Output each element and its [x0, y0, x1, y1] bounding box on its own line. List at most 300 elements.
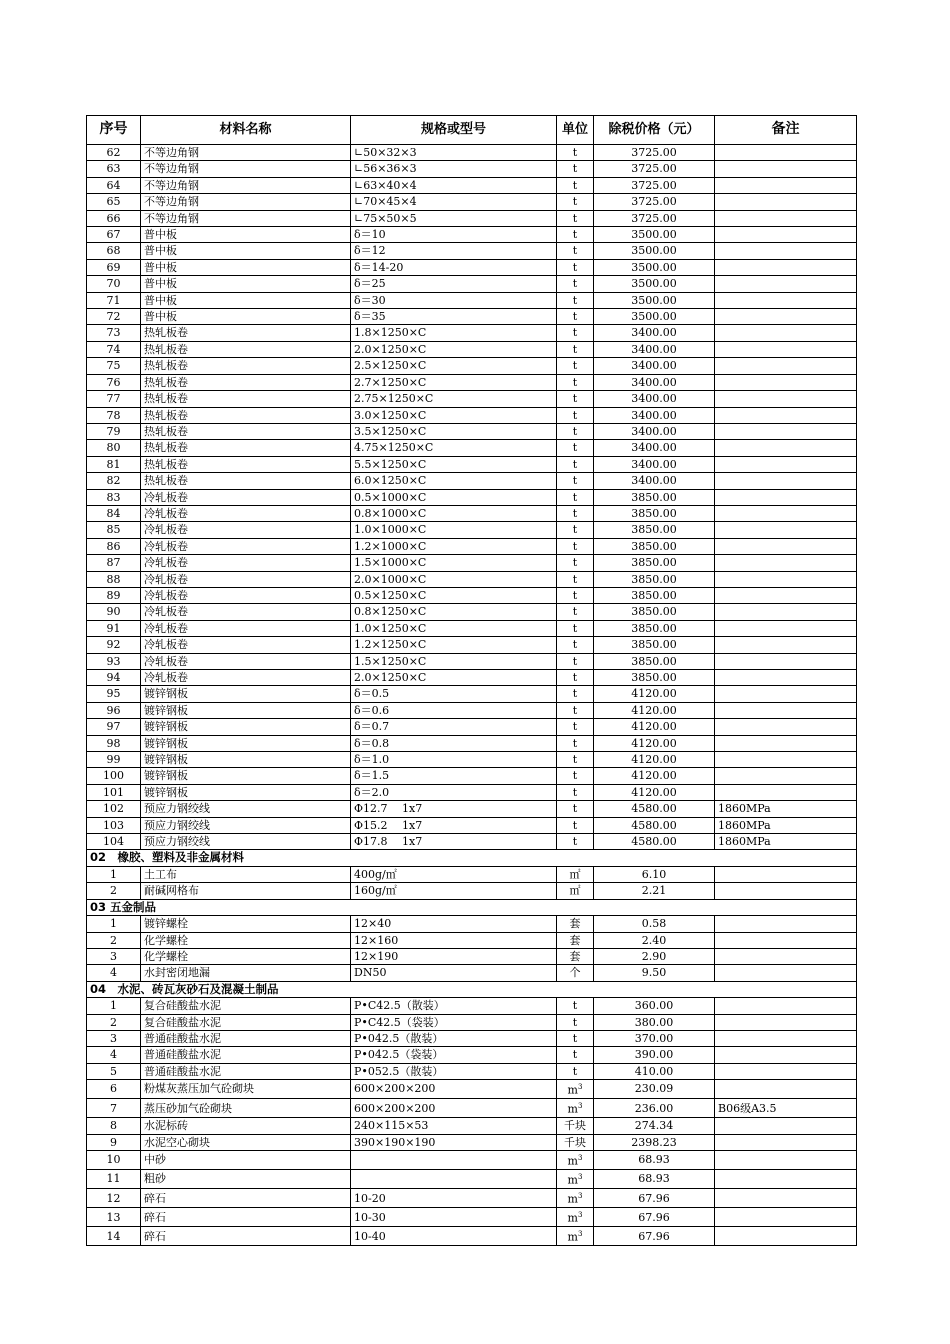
cell-material-name: 冷轧板卷 — [141, 670, 351, 686]
cell-index: 64 — [87, 177, 141, 193]
cell-price: 3500.00 — [594, 259, 715, 275]
cell-spec: ∟50×32×3 — [351, 145, 557, 161]
cell-remark — [715, 965, 857, 981]
cell-index: 101 — [87, 784, 141, 800]
cell-remark — [715, 571, 857, 587]
cell-material-name: 不等边角钢 — [141, 194, 351, 210]
cell-price: 2.40 — [594, 932, 715, 948]
cell-material-name: 不等边角钢 — [141, 177, 351, 193]
cell-index: 99 — [87, 752, 141, 768]
cell-unit: 套 — [557, 948, 594, 964]
cell-index: 65 — [87, 194, 141, 210]
cell-material-name: 预应力钢绞线 — [141, 801, 351, 817]
cell-index: 66 — [87, 210, 141, 226]
table-row — [87, 1208, 857, 1227]
table-row — [87, 604, 857, 620]
cell-remark — [715, 145, 857, 161]
cell-price: 3400.00 — [594, 423, 715, 439]
cell-spec: 0.5×1000×C — [351, 489, 557, 505]
cell-spec: 1.0×1000×C — [351, 522, 557, 538]
cell-material-name: 预应力钢绞线 — [141, 817, 351, 833]
cell-unit: t — [557, 194, 594, 210]
cell-remark — [715, 423, 857, 439]
cell-index: 90 — [87, 604, 141, 620]
cell-unit: t — [557, 309, 594, 325]
cell-index: 78 — [87, 407, 141, 423]
cell-index: 92 — [87, 637, 141, 653]
cell-spec: 2.0×1250×C — [351, 341, 557, 357]
cell-index: 77 — [87, 391, 141, 407]
table-row — [87, 916, 857, 932]
cell-remark — [715, 1080, 857, 1099]
cell-spec — [351, 1151, 557, 1170]
section-title: 03 五金制品 — [87, 899, 857, 915]
cell-spec: 4.75×1250×C — [351, 440, 557, 456]
material-price-table — [86, 115, 857, 1246]
table-row — [87, 637, 857, 653]
cell-unit: $m^3$ — [557, 1080, 594, 1099]
cell-spec: 12×160 — [351, 932, 557, 948]
cell-index: 7 — [87, 1099, 141, 1118]
cell-remark — [715, 866, 857, 882]
cell-index: 13 — [87, 1208, 141, 1227]
cell-price: 3725.00 — [594, 145, 715, 161]
cell-remark — [715, 1014, 857, 1030]
cell-index: 68 — [87, 243, 141, 259]
cell-index: 100 — [87, 768, 141, 784]
cell-material-name: 化学螺栓 — [141, 932, 351, 948]
cell-index: 85 — [87, 522, 141, 538]
cell-unit: t — [557, 555, 594, 571]
table-row — [87, 145, 857, 161]
cell-remark — [715, 686, 857, 702]
cell-material-name: 冷轧板卷 — [141, 571, 351, 587]
cell-remark: 1860MPa — [715, 817, 857, 833]
cell-index: 103 — [87, 817, 141, 833]
cell-price: 3400.00 — [594, 407, 715, 423]
cell-material-name: 冷轧板卷 — [141, 489, 351, 505]
cell-spec: 600×200×200 — [351, 1080, 557, 1099]
cell-material-name: 水封密闭地漏 — [141, 965, 351, 981]
cell-index: 3 — [87, 948, 141, 964]
cell-index: 102 — [87, 801, 141, 817]
cell-material-name: 普通硅酸盐水泥 — [141, 1030, 351, 1046]
table-row — [87, 309, 857, 325]
cell-spec: 2.75×1250×C — [351, 391, 557, 407]
cell-price: 3400.00 — [594, 456, 715, 472]
table-row — [87, 719, 857, 735]
cell-price: 3400.00 — [594, 358, 715, 374]
cell-remark — [715, 505, 857, 521]
cell-material-name: 化学螺栓 — [141, 948, 351, 964]
cell-price: 3850.00 — [594, 489, 715, 505]
cell-remark — [715, 473, 857, 489]
cell-material-name: 复合硅酸盐水泥 — [141, 1014, 351, 1030]
cell-unit: 个 — [557, 965, 594, 981]
table-row — [87, 489, 857, 505]
cell-remark — [715, 341, 857, 357]
cell-remark — [715, 784, 857, 800]
cell-material-name: 碎石 — [141, 1227, 351, 1246]
cell-unit: t — [557, 227, 594, 243]
cell-index: 81 — [87, 456, 141, 472]
table-row — [87, 505, 857, 521]
cell-material-name: 镀锌钢板 — [141, 719, 351, 735]
cell-spec: 5.5×1250×C — [351, 456, 557, 472]
cell-unit: t — [557, 817, 594, 833]
table-row — [87, 866, 857, 882]
cell-material-name: 普中板 — [141, 276, 351, 292]
cell-remark — [715, 325, 857, 341]
cell-index: 62 — [87, 145, 141, 161]
cell-unit: t — [557, 177, 594, 193]
cell-unit: ㎡ — [557, 866, 594, 882]
cell-price: 4120.00 — [594, 752, 715, 768]
table-row — [87, 1014, 857, 1030]
cell-price: 4120.00 — [594, 784, 715, 800]
cell-price: 2398.23 — [594, 1134, 715, 1150]
cell-spec: ∟56×36×3 — [351, 161, 557, 177]
cell-index: 1 — [87, 916, 141, 932]
table-row — [87, 784, 857, 800]
cell-index: 63 — [87, 161, 141, 177]
cell-index: 2 — [87, 1014, 141, 1030]
table-row — [87, 686, 857, 702]
cell-index: 82 — [87, 473, 141, 489]
cell-spec: P•C42.5（袋装） — [351, 1014, 557, 1030]
cell-remark — [715, 522, 857, 538]
cell-spec: ∟75×50×5 — [351, 210, 557, 226]
cell-index: 75 — [87, 358, 141, 374]
cell-index: 4 — [87, 1047, 141, 1063]
header-spec: 规格或型号 — [351, 116, 557, 145]
cell-unit: 套 — [557, 932, 594, 948]
cell-price: 4120.00 — [594, 719, 715, 735]
table-row — [87, 620, 857, 636]
cell-index: 8 — [87, 1118, 141, 1134]
cell-spec: δ＝35 — [351, 309, 557, 325]
cell-price: 3725.00 — [594, 194, 715, 210]
cell-unit: t — [557, 719, 594, 735]
cell-price: 3850.00 — [594, 587, 715, 603]
cell-price: 3500.00 — [594, 227, 715, 243]
table-row — [87, 735, 857, 751]
cell-price: 3500.00 — [594, 276, 715, 292]
table-row — [87, 998, 857, 1014]
table-row — [87, 1151, 857, 1170]
cell-unit: t — [557, 489, 594, 505]
cell-remark — [715, 719, 857, 735]
cell-spec: 1.8×1250×C — [351, 325, 557, 341]
cell-unit: $m^3$ — [557, 1170, 594, 1189]
cell-remark — [715, 670, 857, 686]
cell-material-name: 热轧板卷 — [141, 407, 351, 423]
cell-remark — [715, 177, 857, 193]
table-row — [87, 210, 857, 226]
cell-index: 87 — [87, 555, 141, 571]
cell-material-name: 镀锌钢板 — [141, 768, 351, 784]
cell-unit: t — [557, 637, 594, 653]
cell-unit: t — [557, 801, 594, 817]
cell-price: 3500.00 — [594, 292, 715, 308]
cell-remark — [715, 1189, 857, 1208]
cell-remark — [715, 456, 857, 472]
cell-spec: Φ17.8 1x7 — [351, 834, 557, 850]
cell-index: 12 — [87, 1189, 141, 1208]
cell-remark — [715, 637, 857, 653]
cell-material-name: 热轧板卷 — [141, 456, 351, 472]
cell-index: 6 — [87, 1080, 141, 1099]
cell-remark — [715, 1227, 857, 1246]
cell-price: 3725.00 — [594, 210, 715, 226]
cell-spec: DN50 — [351, 965, 557, 981]
header-unit: 单位 — [557, 116, 594, 145]
cell-material-name: 普中板 — [141, 292, 351, 308]
cell-remark — [715, 210, 857, 226]
cell-remark: 1860MPa — [715, 834, 857, 850]
cell-unit: t — [557, 505, 594, 521]
cell-price: 3850.00 — [594, 571, 715, 587]
cell-material-name: 热轧板卷 — [141, 440, 351, 456]
cell-spec: 2.5×1250×C — [351, 358, 557, 374]
cell-price: 3850.00 — [594, 670, 715, 686]
table-row — [87, 883, 857, 899]
cell-index: 11 — [87, 1170, 141, 1189]
cell-price: 3400.00 — [594, 440, 715, 456]
cell-price: 3400.00 — [594, 325, 715, 341]
cell-material-name: 镀锌钢板 — [141, 702, 351, 718]
cell-spec: 1.5×1000×C — [351, 555, 557, 571]
table-row — [87, 276, 857, 292]
cell-remark — [715, 1118, 857, 1134]
cell-spec — [351, 1170, 557, 1189]
cell-material-name: 粗砂 — [141, 1170, 351, 1189]
cell-material-name: 碎石 — [141, 1189, 351, 1208]
cell-unit: t — [557, 604, 594, 620]
cell-remark — [715, 1208, 857, 1227]
cell-price: 68.93 — [594, 1151, 715, 1170]
table-row — [87, 1080, 857, 1099]
cell-material-name: 镀锌钢板 — [141, 752, 351, 768]
cell-price: 3500.00 — [594, 243, 715, 259]
cell-price: 2.90 — [594, 948, 715, 964]
table-row — [87, 948, 857, 964]
cell-remark — [715, 194, 857, 210]
cell-material-name: 冷轧板卷 — [141, 620, 351, 636]
cell-remark — [715, 1030, 857, 1046]
header-material-name: 材料名称 — [141, 116, 351, 145]
cell-price: 3500.00 — [594, 309, 715, 325]
cell-unit: t — [557, 1063, 594, 1079]
cell-unit: t — [557, 702, 594, 718]
cell-index: 5 — [87, 1063, 141, 1079]
cell-remark — [715, 243, 857, 259]
table-row — [87, 752, 857, 768]
table-row — [87, 670, 857, 686]
table-row — [87, 259, 857, 275]
cell-spec: δ＝0.7 — [351, 719, 557, 735]
cell-price: 68.93 — [594, 1170, 715, 1189]
cell-spec: Φ15.2 1x7 — [351, 817, 557, 833]
cell-index: 94 — [87, 670, 141, 686]
cell-price: 4580.00 — [594, 801, 715, 817]
header-price: 除税价格（元） — [594, 116, 715, 145]
cell-remark — [715, 555, 857, 571]
cell-price: 3400.00 — [594, 473, 715, 489]
cell-material-name: 镀锌钢板 — [141, 686, 351, 702]
cell-spec: 240×115×53 — [351, 1118, 557, 1134]
cell-unit: t — [557, 653, 594, 669]
cell-unit: t — [557, 784, 594, 800]
cell-remark — [715, 883, 857, 899]
cell-price: 3725.00 — [594, 177, 715, 193]
cell-index: 70 — [87, 276, 141, 292]
cell-index: 84 — [87, 505, 141, 521]
cell-price: 4120.00 — [594, 702, 715, 718]
cell-material-name: 冷轧板卷 — [141, 604, 351, 620]
cell-unit: t — [557, 686, 594, 702]
table-row — [87, 702, 857, 718]
cell-material-name: 蒸压砂加气砼砌块 — [141, 1099, 351, 1118]
cell-index: 1 — [87, 998, 141, 1014]
cell-unit: t — [557, 538, 594, 554]
table-row — [87, 194, 857, 210]
cell-unit: t — [557, 407, 594, 423]
table-row — [87, 292, 857, 308]
cell-spec: 600×200×200 — [351, 1099, 557, 1118]
table-row — [87, 653, 857, 669]
table-row — [87, 1047, 857, 1063]
cell-price: 4120.00 — [594, 686, 715, 702]
cell-unit: 千块 — [557, 1118, 594, 1134]
cell-price: 9.50 — [594, 965, 715, 981]
header-row — [87, 116, 857, 145]
cell-spec: P•052.5（散装） — [351, 1063, 557, 1079]
cell-material-name: 普中板 — [141, 259, 351, 275]
cell-spec: 10-30 — [351, 1208, 557, 1227]
cell-spec: 1.5×1250×C — [351, 653, 557, 669]
table-row — [87, 325, 857, 341]
cell-remark: B06级A3.5 — [715, 1099, 857, 1118]
cell-remark — [715, 932, 857, 948]
table-row — [87, 456, 857, 472]
cell-material-name: 不等边角钢 — [141, 161, 351, 177]
cell-spec: P•C42.5（散装） — [351, 998, 557, 1014]
cell-remark — [715, 702, 857, 718]
cell-index: 14 — [87, 1227, 141, 1246]
table-row — [87, 473, 857, 489]
cell-unit: t — [557, 391, 594, 407]
table-row — [87, 374, 857, 390]
cell-price: 67.96 — [594, 1189, 715, 1208]
cell-spec: 3.0×1250×C — [351, 407, 557, 423]
cell-index: 83 — [87, 489, 141, 505]
cell-unit: t — [557, 1047, 594, 1063]
cell-price: 236.00 — [594, 1099, 715, 1118]
cell-material-name: 热轧板卷 — [141, 358, 351, 374]
cell-spec: δ＝1.5 — [351, 768, 557, 784]
cell-remark: 1860MPa — [715, 801, 857, 817]
cell-material-name: 耐碱网格布 — [141, 883, 351, 899]
cell-index: 91 — [87, 620, 141, 636]
cell-unit: t — [557, 998, 594, 1014]
cell-remark — [715, 1063, 857, 1079]
cell-unit: t — [557, 752, 594, 768]
cell-unit: $m^3$ — [557, 1189, 594, 1208]
cell-remark — [715, 161, 857, 177]
table-row — [87, 587, 857, 603]
cell-spec: Φ12.7 1x7 — [351, 801, 557, 817]
cell-index: 80 — [87, 440, 141, 456]
cell-remark — [715, 916, 857, 932]
table-body — [87, 145, 857, 1246]
cell-index: 3 — [87, 1030, 141, 1046]
cell-spec: 1.2×1000×C — [351, 538, 557, 554]
cell-material-name: 土工布 — [141, 866, 351, 882]
header-remark: 备注 — [715, 116, 857, 145]
cell-price: 3400.00 — [594, 391, 715, 407]
cell-spec: 1.2×1250×C — [351, 637, 557, 653]
cell-material-name: 冷轧板卷 — [141, 522, 351, 538]
cell-material-name: 热轧板卷 — [141, 391, 351, 407]
table-row — [87, 1170, 857, 1189]
cell-remark — [715, 948, 857, 964]
cell-spec: 12×40 — [351, 916, 557, 932]
cell-remark — [715, 604, 857, 620]
cell-unit: t — [557, 161, 594, 177]
cell-unit: t — [557, 243, 594, 259]
table-row — [87, 358, 857, 374]
cell-index: 2 — [87, 883, 141, 899]
table-row — [87, 407, 857, 423]
cell-remark — [715, 374, 857, 390]
cell-remark — [715, 653, 857, 669]
cell-unit: t — [557, 456, 594, 472]
cell-material-name: 冷轧板卷 — [141, 637, 351, 653]
cell-unit: ㎡ — [557, 883, 594, 899]
cell-unit: t — [557, 1030, 594, 1046]
cell-material-name: 镀锌螺栓 — [141, 916, 351, 932]
table-row — [87, 161, 857, 177]
cell-index: 73 — [87, 325, 141, 341]
cell-spec: 2.7×1250×C — [351, 374, 557, 390]
cell-price: 3725.00 — [594, 161, 715, 177]
cell-index: 74 — [87, 341, 141, 357]
cell-price: 67.96 — [594, 1227, 715, 1246]
table-row — [87, 1063, 857, 1079]
table-row — [87, 227, 857, 243]
cell-remark — [715, 292, 857, 308]
cell-unit: t — [557, 358, 594, 374]
cell-remark — [715, 440, 857, 456]
cell-unit: t — [557, 292, 594, 308]
cell-unit: t — [557, 834, 594, 850]
cell-index: 76 — [87, 374, 141, 390]
cell-unit: t — [557, 473, 594, 489]
section-title: 02 橡胶、塑料及非金属材料 — [87, 850, 857, 866]
cell-index: 89 — [87, 587, 141, 603]
cell-index: 95 — [87, 686, 141, 702]
cell-material-name: 冷轧板卷 — [141, 538, 351, 554]
cell-price: 3850.00 — [594, 620, 715, 636]
cell-remark — [715, 259, 857, 275]
table-row — [87, 423, 857, 439]
table-row — [87, 1134, 857, 1150]
table-row — [87, 768, 857, 784]
cell-unit: t — [557, 620, 594, 636]
table-row — [87, 243, 857, 259]
cell-price: 3850.00 — [594, 604, 715, 620]
